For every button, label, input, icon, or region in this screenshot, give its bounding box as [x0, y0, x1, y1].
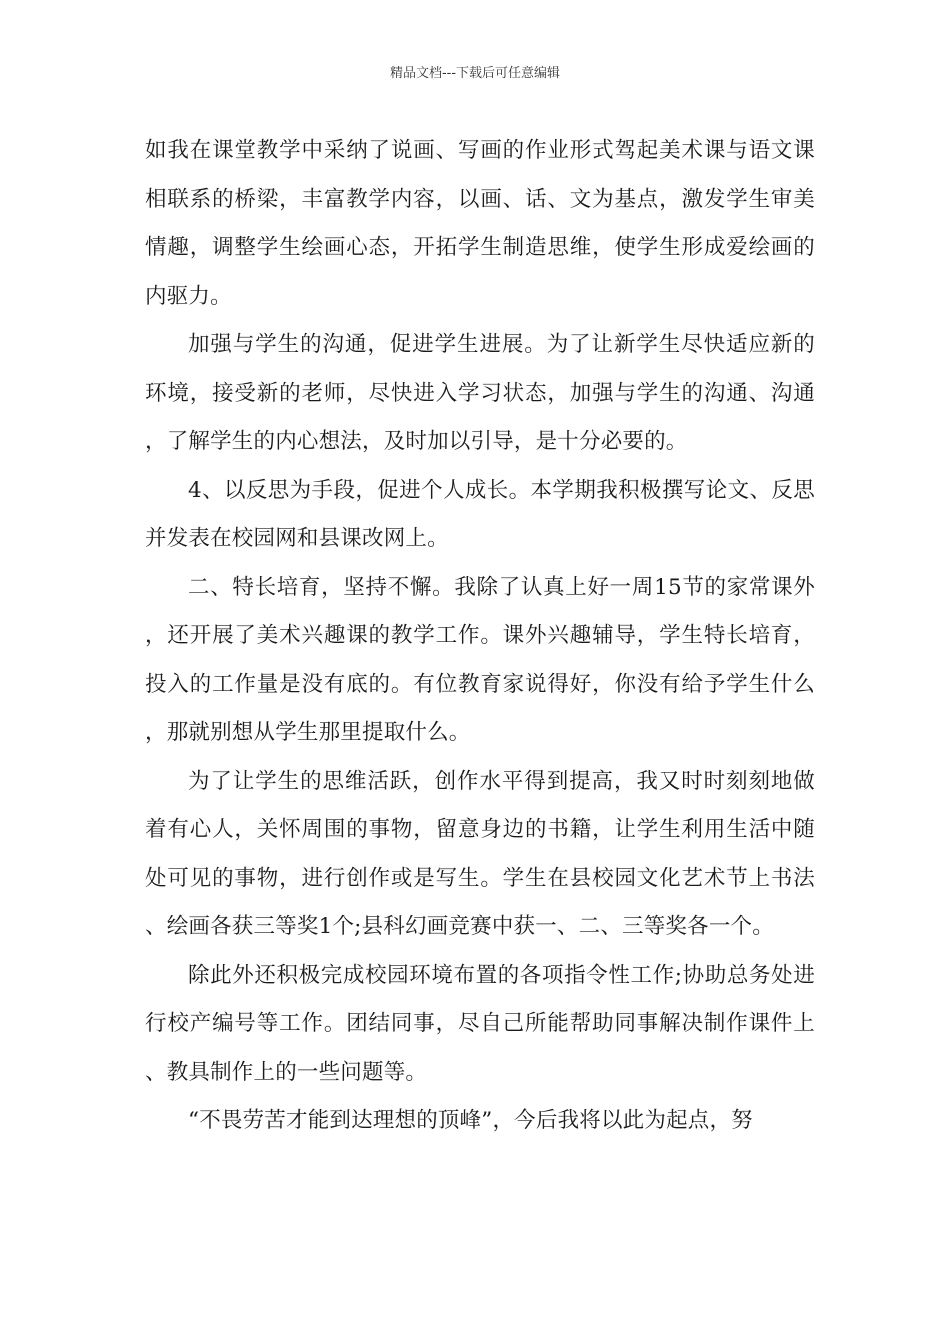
document-body: [145, 127, 815, 1146]
paragraph-3: 4、以反思为手段，促进个人成长。本学期我积极撰写论文、反思并发表在校园网和县课改网上。: [145, 477, 815, 551]
paragraph-6: 除此外还积极完成校园环境布置的各项指令性工作;协助总务处进行校产编号等工作。团结同事，尽自己所能帮助同事解决制作课件上、教具制作上的一些问题等。: [145, 962, 815, 1085]
paragraph-7: “不畏劳苦才能到达理想的顶峰”，今后我将以此为起点，努: [188, 1108, 753, 1133]
paragraph-5: 为了让学生的思维活跃，创作水平得到提高，我又时时刻刻地做着有心人，关怀周围的事物，留意身边的书籍，让学生利用生活中随处可见的事物，进行创作或是写生。学生在县校园文化艺术节上书法、绘画各获三等奖1个;县科幻画竞赛中获一、二、三等奖各一个。: [145, 768, 815, 939]
paragraph-2: 加强与学生的沟通，促进学生进展。为了让新学生尽快适应新的环境，接受新的老师，尽快进入学习状态，加强与学生的沟通、沟通，了解学生的内心想法，及时加以引导，是十分必要的。: [145, 332, 815, 454]
page-header: 精品文档---下载后可任意编辑: [389, 66, 561, 81]
paragraph-4: 二、特长培育，坚持不懈。我除了认真上好一周15节的家常课外，还开展了美术兴趣课的教学工作。课外兴趣辅导，学生特长培育，投入的工作量是没有底的。有位教育家说得好，你没有给予学生什么，那就别想从学生那里提取什么。: [145, 574, 815, 745]
paragraph-1: 如我在课堂教学中采纳了说画、写画的作业形式驾起美术课与语文课相联系的桥梁，丰富教学内容，以画、话、文为基点，激发学生审美情趣，调整学生绘画心态，开拓学生制造思维，使学生形成爱绘画的内驱力。: [145, 138, 815, 309]
